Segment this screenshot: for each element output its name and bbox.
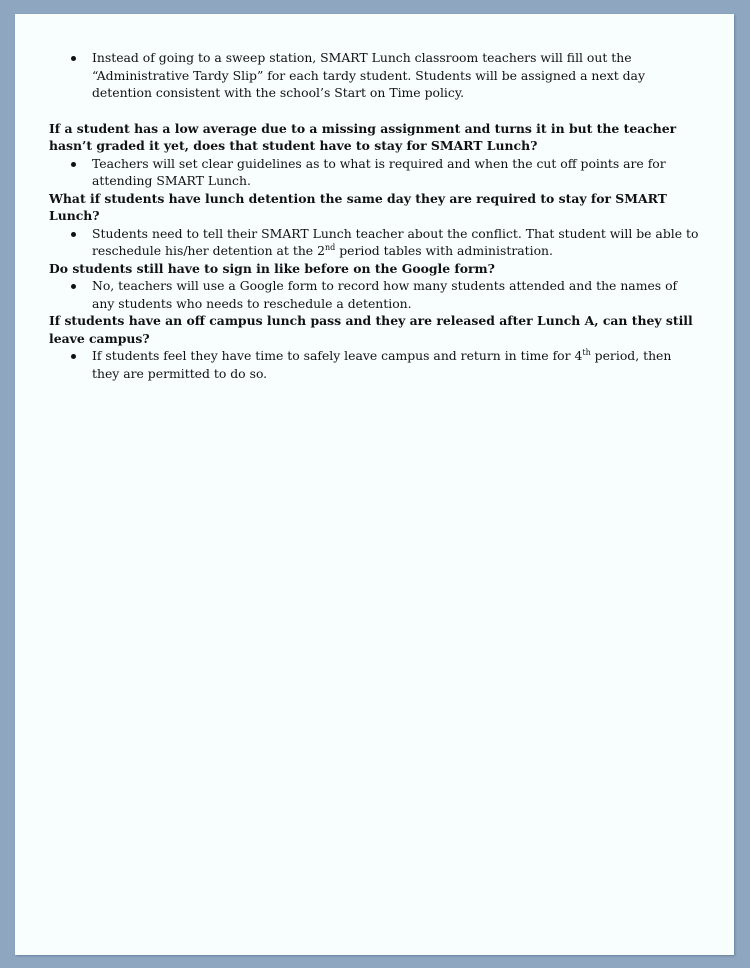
bullet-item [49,225,699,260]
faq-block-missing-assignment [49,120,699,190]
answer-text: Students need to tell their SMART Lunch teacher about the conflict. That student will be able to reschedule his/her detention at the 2 [92,225,699,258]
question-heading: If a student has a low average due to a missing assignment and turns it in but the teacher hasn’t graded it yet, does that student have to stay for SMART Lunch? [49,120,677,153]
faq-block-lunch-detention [49,190,699,260]
bullet-item: Instead of going to a sweep station, SMART Lunch classroom teachers will fill out the “Administrative Tardy Slip” for each tardy student. Students will be assigned a next day detention consistent with the school’s Start on Time policy. [49,49,699,102]
ordinal-suffix: nd [324,243,336,252]
document-content [49,49,699,382]
answer-text: If students feel they have time to safely leave campus and return in time for 4 [92,348,583,363]
bullet-item [49,347,699,382]
bullet-list [49,155,699,190]
ordinal-suffix: th [582,348,591,357]
bullet-list [49,347,699,382]
document-page [15,14,734,955]
question-heading: If students have an off campus lunch pass and they are released after Lunch A, can they still leave campus? [49,313,693,346]
bullet-item: Teachers will set clear guidelines as to what is required and when the cut off points are for attending SMART Lunch. [49,155,699,190]
question-heading: Do students still have to sign in like before on the Google form? [49,260,495,276]
answer-text: period tables with administration. [335,243,553,258]
bullet-list [49,49,699,102]
faq-block-off-campus [49,312,699,382]
faq-block-intro [49,49,699,102]
question-heading: What if students have lunch detention the same day they are required to stay for SMART Lunch? [49,190,667,223]
bullet-list [49,277,699,312]
bullet-list [49,225,699,260]
bullet-item: No, teachers will use a Google form to record how many students attended and the names of any students who needs to reschedule a detention. [49,277,699,312]
answer-text: period, then they are permitted to do so. [92,348,672,381]
faq-block-google-form [49,260,699,313]
